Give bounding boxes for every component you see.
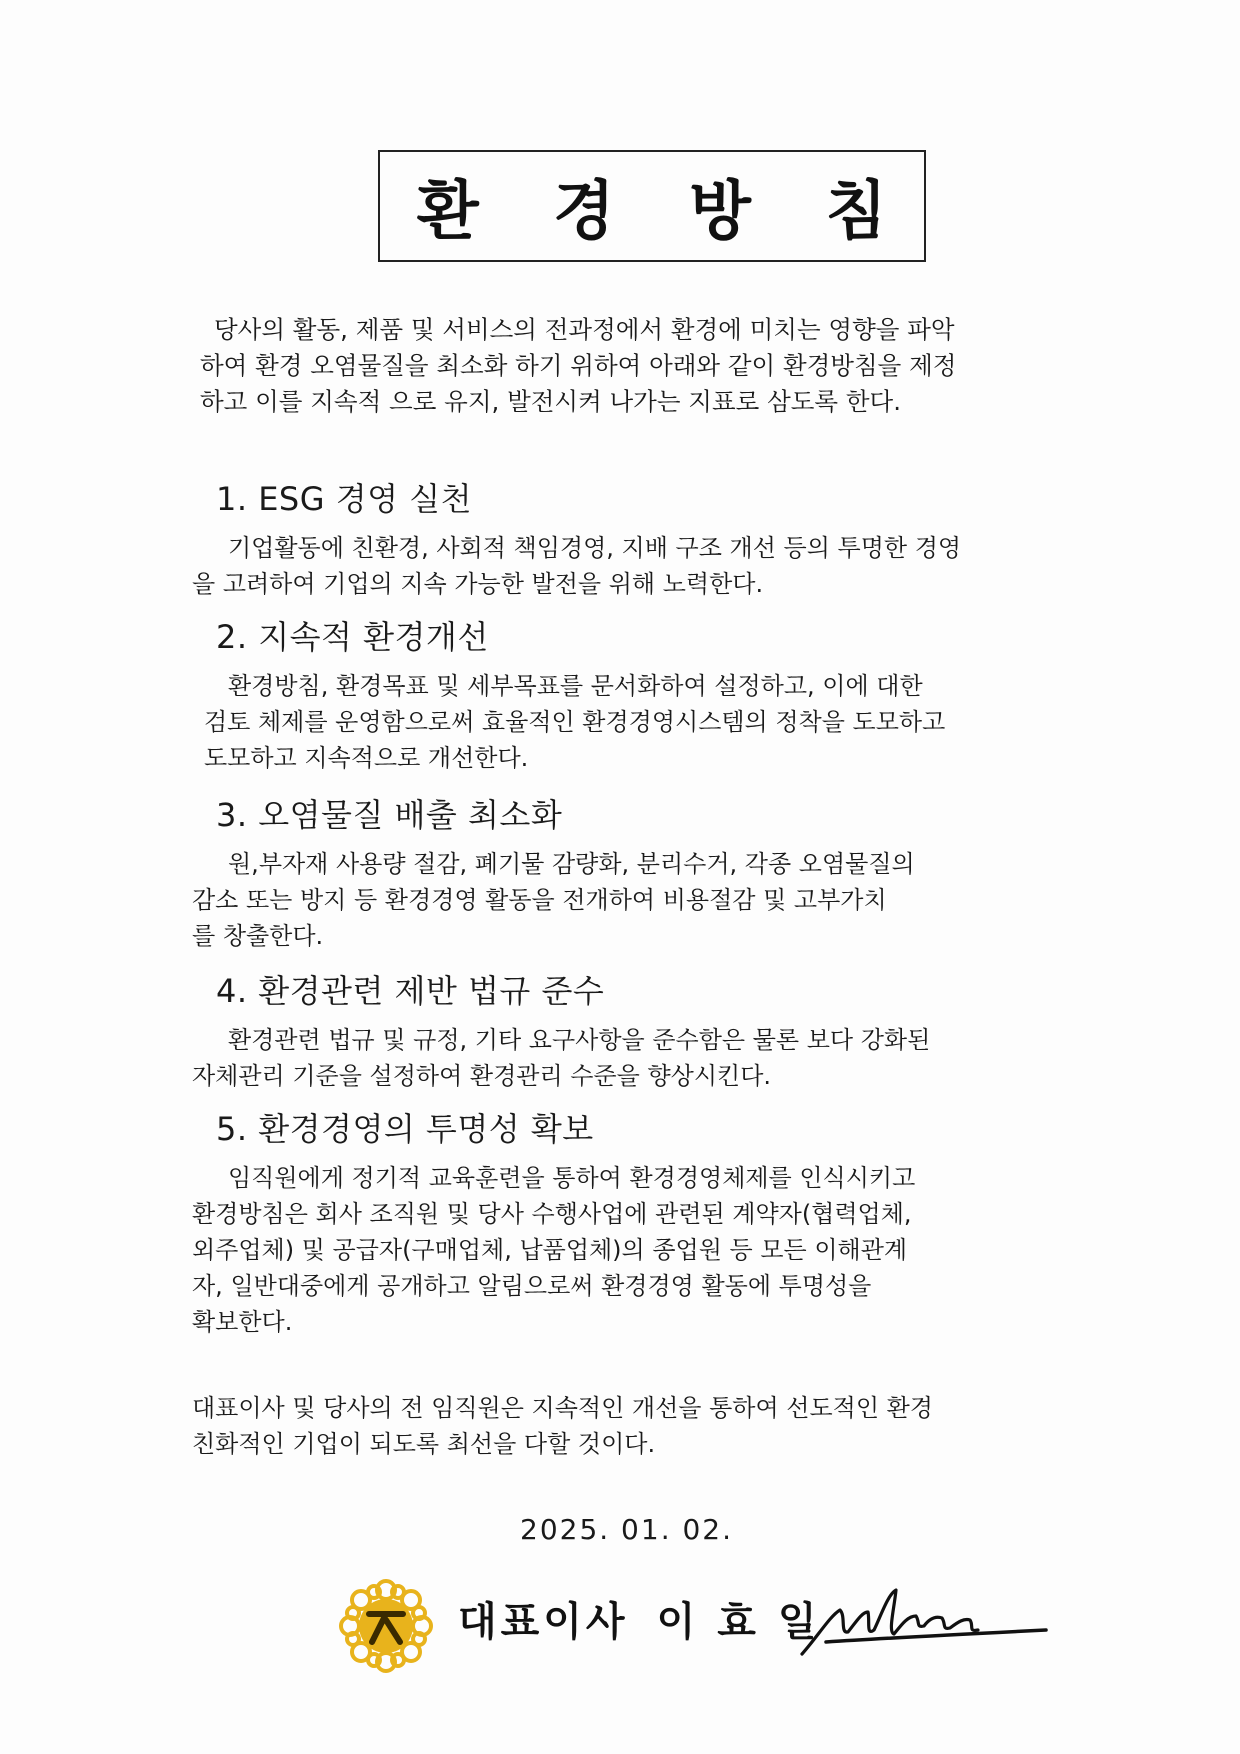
section-line: 을 고려하여 기업의 지속 가능한 발전을 위해 노력한다. (192, 570, 764, 598)
section-heading: 3. 오염물질 배출 최소화 (216, 796, 563, 834)
signature-block (336, 1576, 1056, 1676)
section-line: 외주업체) 및 공급자(구매업체, 납품업체)의 종업원 등 모든 이해관계 (192, 1236, 908, 1264)
section-line: 원,부자재 사용량 절감, 폐기물 감량화, 분리수거, 각종 오염물질의 (228, 850, 915, 878)
intro-paragraph (200, 312, 1100, 420)
section-transparency (192, 1104, 1092, 1340)
section-pollutant-reduction (192, 790, 1092, 954)
section-heading: 4. 환경관련 제반 법규 준수 (216, 972, 605, 1010)
intro-line: 하여 환경 오염물질을 최소화 하기 위하여 아래와 같이 환경방침을 제정 (200, 351, 957, 380)
document-date: 2025. 01. 02. (520, 1513, 734, 1546)
section-heading: 5. 환경경영의 투명성 확보 (216, 1110, 594, 1148)
section-line: 임직원에게 정기적 교육훈련을 통하여 환경경영체제를 인식시키고 (228, 1164, 916, 1192)
title-box (378, 150, 926, 262)
section-line: 자, 일반대중에게 공개하고 알림으로써 환경경영 활동에 투명성을 (192, 1272, 872, 1300)
section-line: 확보한다. (192, 1308, 293, 1336)
signer-title: 대표이사 (458, 1599, 629, 1645)
section-line: 감소 또는 방지 등 환경경영 활동을 전개하여 비용절감 및 고부가치 (192, 886, 887, 914)
company-seal-icon (336, 1576, 436, 1676)
section-line: 환경방침, 환경목표 및 세부목표를 문서화하여 설정하고, 이에 대한 (228, 672, 923, 700)
section-continuous-improvement (192, 612, 1092, 776)
closing-line: 대표이사 및 당사의 전 임직원은 지속적인 개선을 통하여 선도적인 환경 (192, 1394, 933, 1422)
section-line: 자체관리 기준을 설정하여 환경관리 수준을 향상시킨다. (192, 1062, 772, 1090)
section-esg (192, 474, 1092, 602)
closing-line: 친화적인 기업이 되도록 최선을 다할 것이다. (192, 1430, 656, 1458)
handwritten-signature-icon (796, 1576, 1056, 1676)
section-line: 검토 체제를 운영함으로써 효율적인 환경경영시스템의 정착을 도모하고 (204, 708, 946, 736)
section-heading: 1. ESG 경영 실천 (216, 480, 473, 518)
intro-line: 당사의 활동, 제품 및 서비스의 전과정에서 환경에 미치는 영향을 파악 (214, 315, 955, 344)
section-line: 환경방침은 회사 조직원 및 당사 수행사업에 관련된 계약자(협력업체, (192, 1200, 912, 1228)
signer-name: 이효일 (656, 1599, 839, 1645)
section-line: 환경관련 법규 및 규정, 기타 요구사항을 준수함은 물론 보다 강화된 (228, 1026, 931, 1054)
section-line: 기업활동에 친환경, 사회적 책임경영, 지배 구조 개선 등의 투명한 경영 (228, 534, 962, 562)
document-title: 환 경 방 침 (416, 175, 914, 249)
section-line: 도모하고 지속적으로 개선한다. (204, 744, 529, 772)
closing-paragraph (192, 1390, 1092, 1462)
section-regulation-compliance (192, 966, 1092, 1094)
intro-line: 하고 이를 지속적 으로 유지, 발전시켜 나가는 지표로 삼도록 한다. (200, 387, 902, 416)
section-line: 를 창출한다. (192, 922, 324, 950)
signer-label (458, 1590, 838, 1647)
section-heading: 2. 지속적 환경개선 (216, 618, 489, 656)
